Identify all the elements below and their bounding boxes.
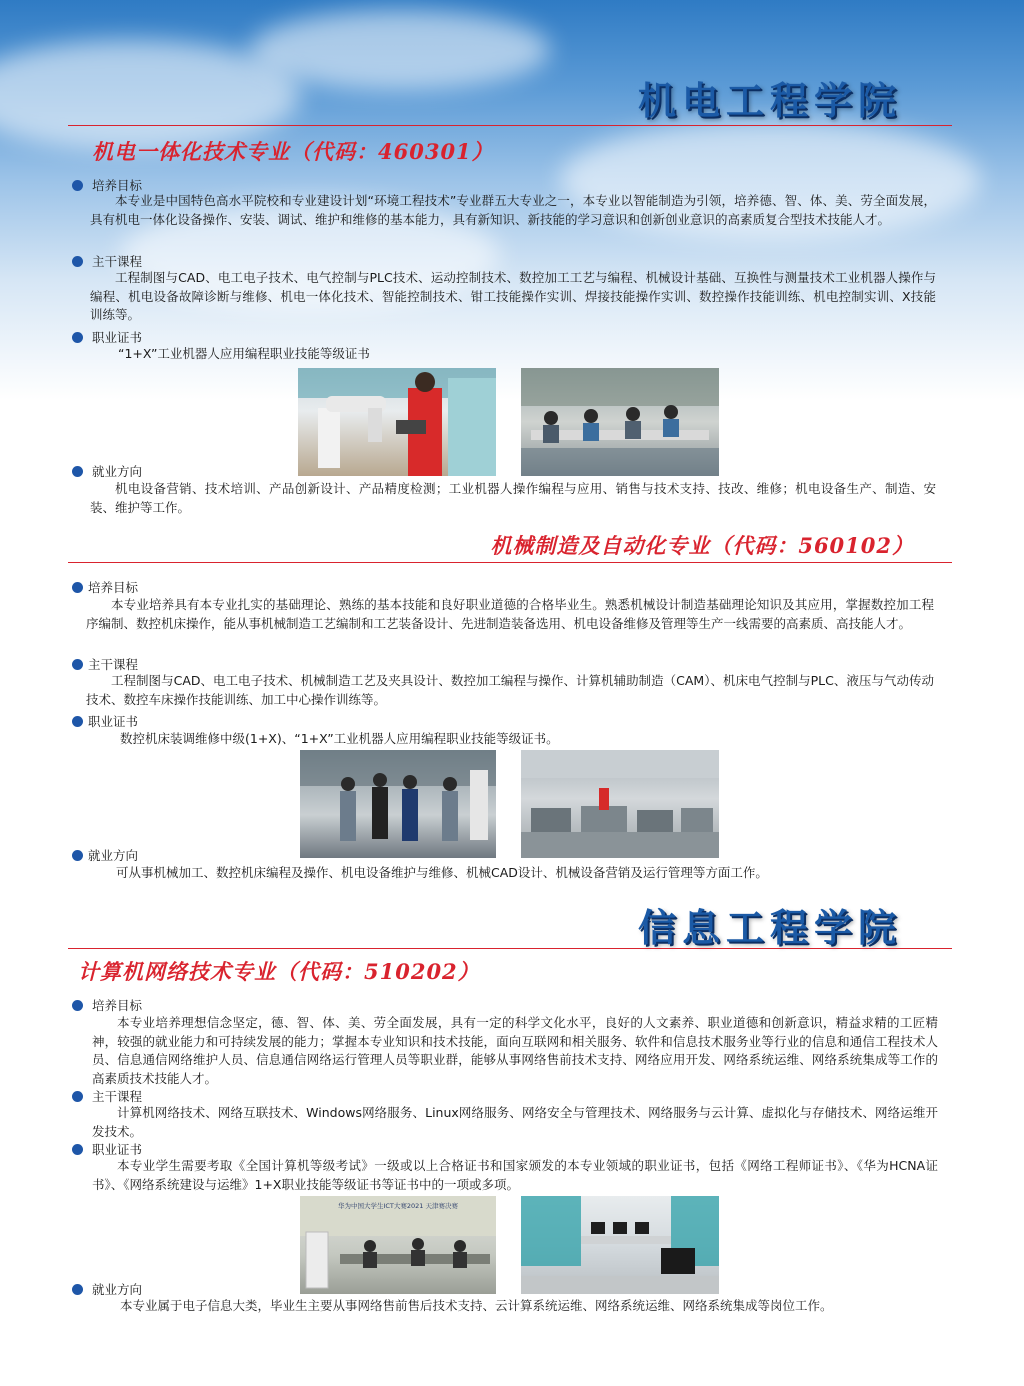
- divider-line: [68, 562, 952, 563]
- section-heading: 主干课程: [72, 1087, 142, 1105]
- section-heading: 主干课程: [72, 252, 142, 270]
- major-title: 机电一体化技术专业（代码：460301）: [92, 139, 494, 164]
- section-text: “1+X”工业机器人应用编程职业技能等级证书: [118, 346, 370, 361]
- divider-line: [68, 948, 952, 949]
- computer-lab-photo: [521, 1196, 719, 1294]
- section-text: 本专业学生需要考取《全国计算机等级考试》一级或以上合格证书和国家颁发的本专业领域的职业证书，包括《网络工程师证书》、《华为HCNA证书》、《网络系统建设与运维》1+X职业技能等级证书等证书中的一项或多项。: [92, 1158, 938, 1192]
- college-title: 信息工程学院: [637, 906, 902, 950]
- bullet-dot-icon: [72, 1000, 83, 1011]
- section-heading: 就业方向: [72, 462, 142, 480]
- section-heading: 职业证书: [72, 1140, 142, 1158]
- college-title: 机电工程学院: [637, 79, 902, 123]
- section-text: 数控机床装调维修中级(1+X)、“1+X”工业机器人应用编程职业技能等级证书。: [120, 731, 559, 746]
- bullet-dot-icon: [72, 1091, 83, 1102]
- classroom-photo: [521, 368, 719, 476]
- cloud: [250, 10, 550, 90]
- section-text: 本专业是中国特色高水平院校和专业建设计划“环境工程技术”专业群五大专业之一，本专业以智能制造为引领，培养德、智、体、美、劳全面发展，具有机电一体化设备操作、安装、调试、维护和维修的基本能力，具有新知识、新技能的学习意识和创新创业意识的高素质复合型技术技能人才。: [90, 193, 936, 227]
- group-photo: [300, 750, 496, 858]
- bullet-dot-icon: [72, 582, 83, 593]
- section-heading: 就业方向: [72, 846, 138, 864]
- major-title: 机械制造及自动化专业（代码：560102）: [490, 533, 914, 558]
- ict-competition-photo: [300, 1196, 496, 1294]
- bullet-dot-icon: [72, 1144, 83, 1155]
- bullet-dot-icon: [72, 716, 83, 727]
- section-text: 本专业培养理想信念坚定，德、智、体、美、劳全面发展，具有一定的科学文化水平，良好的人文素养、职业道德和创新意识，精益求精的工匠精神，较强的就业能力和可持续发展的能力；掌握本专业知识和技术技能，面向互联网和相关服务、软件和信息技术服务业等行业的信息和通信工程技术人员、信息通信网络维护人员、信息通信网络运行管理人员等职业群，能够从事网络售前技术支持、网络应用开发、网络系统运维、网络系统集成等工作的高素质技术技能人才。: [92, 1015, 938, 1086]
- section-heading: 就业方向: [72, 1280, 142, 1298]
- bullet-dot-icon: [72, 659, 83, 670]
- bullet-dot-icon: [72, 1284, 83, 1295]
- section-text: 本专业培养具有本专业扎实的基础理论、熟练的基本技能和良好职业道德的合格毕业生。熟悉机械设计制造基础理论知识及其应用，掌握数控加工程序编制、数控机床操作，能从事机械制造工艺编制和工艺装备设计、先进制造装备选用、机电设备维修及管理等生产一线需要的高素质、高技能人才。: [86, 597, 934, 631]
- major-title: 计算机网络技术专业（代码：510202）: [78, 959, 480, 984]
- bullet-dot-icon: [72, 332, 83, 343]
- section-heading: 主干课程: [72, 655, 138, 673]
- section-text: 工程制图与CAD、电工电子技术、机械制造工艺及夹具设计、数控加工编程与操作、计算机辅助制造（CAM）、机床电气控制与PLC、液压与气动传动技术、数控车床操作技能训练、加工中心操作训练等。: [86, 673, 934, 707]
- section-text: 本专业属于电子信息大类，毕业生主要从事网络售前售后技术支持、云计算系统运维、网络系统运维、网络系统集成等岗位工作。: [120, 1298, 833, 1313]
- bullet-dot-icon: [72, 256, 83, 267]
- bullet-dot-icon: [72, 180, 83, 191]
- section-heading: 培养目标: [72, 578, 138, 596]
- section-text: 机电设备营销、技术培训、产品创新设计、产品精度检测；工业机器人操作编程与应用、销售与技术支持、技改、维修；机电设备生产、制造、安装、维护等工作。: [90, 481, 936, 515]
- bullet-dot-icon: [72, 466, 83, 477]
- section-text: 计算机网络技术、网络互联技术、Windows网络服务、Linux网络服务、网络安全与管理技术、网络服务与云计算、虚拟化与存储技术、网络运维开发技术。: [92, 1105, 938, 1139]
- photo-banner-text: 华为中国大学生ICT大赛2021 天津赛决赛: [337, 1202, 459, 1210]
- section-text: 工程制图与CAD、电工电子技术、电气控制与PLC技术、运动控制技术、数控加工工艺与编程、机械设计基础、互换性与测量技术工业机器人操作与编程、机电设备故障诊断与维修、机电一体化技术、智能控制技术、钳工技能操作实训、焊接技能操作实训、数控操作技能训练、机电控制实训、X技能训练等。: [90, 270, 936, 322]
- bullet-dot-icon: [72, 850, 83, 861]
- section-text: 可从事机械加工、数控机床编程及操作、机电设备维护与维修、机械CAD设计、机械设备营销及运行管理等方面工作。: [116, 865, 768, 880]
- section-heading: 培养目标: [72, 996, 142, 1014]
- section-heading: 培养目标: [72, 176, 142, 194]
- robot-training-photo: [298, 368, 496, 476]
- section-heading: 职业证书: [72, 328, 142, 346]
- workshop-photo: [521, 750, 719, 858]
- section-heading: 职业证书: [72, 712, 138, 730]
- divider-line: [68, 125, 952, 126]
